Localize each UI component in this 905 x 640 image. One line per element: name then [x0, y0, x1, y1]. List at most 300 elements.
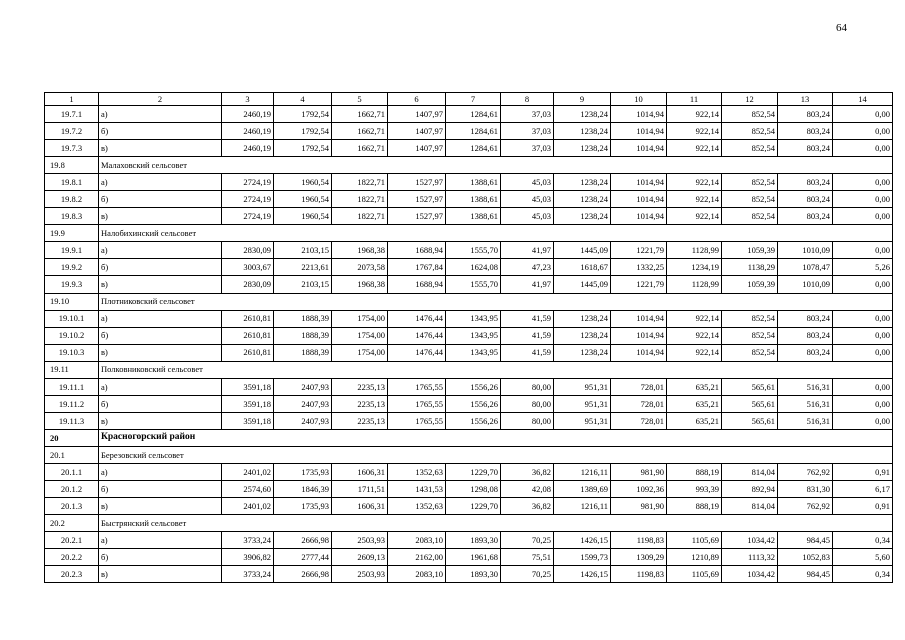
- row-code: 20.1.1: [45, 463, 99, 480]
- table-cell: 75,51: [501, 549, 554, 566]
- table-cell: 1078,47: [778, 259, 833, 276]
- table-cell: 1556,26: [446, 395, 501, 412]
- table-cell: 516,31: [778, 412, 833, 429]
- table-cell: 80,00: [501, 395, 554, 412]
- table-cell: 2235,13: [332, 412, 388, 429]
- section-row: [45, 361, 893, 378]
- table-cell: 565,61: [722, 412, 778, 429]
- row-code: 19.9.1: [45, 242, 99, 259]
- table-cell: 1210,89: [667, 549, 722, 566]
- table-cell: 981,90: [611, 463, 667, 480]
- page-number: 64: [836, 22, 847, 34]
- table-cell: 3591,18: [222, 412, 274, 429]
- column-header: 4: [274, 93, 332, 106]
- table-cell: 1407,97: [388, 140, 446, 157]
- table-cell: 47,23: [501, 259, 554, 276]
- column-header: 11: [667, 93, 722, 106]
- table-cell: 814,04: [722, 498, 778, 515]
- row-code: 19.7.2: [45, 123, 99, 140]
- table-cell: 803,24: [778, 123, 833, 140]
- table-cell: 1014,94: [611, 140, 667, 157]
- table-cell: 5,26: [833, 259, 893, 276]
- row-code: 19.11.3: [45, 412, 99, 429]
- table-cell: 1352,63: [388, 498, 446, 515]
- table-cell: 1767,84: [388, 259, 446, 276]
- table-cell: 1238,24: [554, 140, 611, 157]
- table-cell: 1618,67: [554, 259, 611, 276]
- table-cell: 728,01: [611, 378, 667, 395]
- table-row: [45, 208, 893, 225]
- table-cell: 80,00: [501, 378, 554, 395]
- table-cell: 1735,93: [274, 498, 332, 515]
- section-name: Полковниковский сельсовет: [99, 361, 893, 378]
- table-cell: 1431,53: [388, 481, 446, 498]
- table-cell: 1216,11: [554, 463, 611, 480]
- table-cell: 1765,55: [388, 412, 446, 429]
- table-cell: 2401,02: [222, 463, 274, 480]
- table-cell: 1599,73: [554, 549, 611, 566]
- table-cell: 1284,61: [446, 140, 501, 157]
- table-cell: 1754,00: [332, 344, 388, 361]
- table-cell: 2724,19: [222, 174, 274, 191]
- table-cell: 1388,61: [446, 191, 501, 208]
- row-code: 19.10.3: [45, 344, 99, 361]
- table-cell: 1034,42: [722, 566, 778, 583]
- table-cell: 922,14: [667, 344, 722, 361]
- table-cell: 1407,97: [388, 123, 446, 140]
- district-row: [45, 429, 893, 446]
- row-code: 20.1.3: [45, 498, 99, 515]
- section-code: 19.9: [45, 225, 99, 242]
- table-cell: 0,00: [833, 378, 893, 395]
- table-cell: 831,30: [778, 481, 833, 498]
- row-subtype: б): [99, 481, 222, 498]
- table-cell: 984,45: [778, 532, 833, 549]
- table-cell: 3591,18: [222, 378, 274, 395]
- table-cell: 2574,60: [222, 481, 274, 498]
- table-cell: 852,54: [722, 327, 778, 344]
- table-cell: 2777,44: [274, 549, 332, 566]
- table-cell: 728,01: [611, 412, 667, 429]
- table-cell: 1476,44: [388, 344, 446, 361]
- table-cell: 5,60: [833, 549, 893, 566]
- row-subtype: б): [99, 395, 222, 412]
- table-cell: 803,24: [778, 191, 833, 208]
- table-cell: 2103,15: [274, 242, 332, 259]
- table-cell: 516,31: [778, 395, 833, 412]
- table-cell: 3733,24: [222, 566, 274, 583]
- table-cell: 1688,94: [388, 276, 446, 293]
- table-cell: 922,14: [667, 327, 722, 344]
- table-cell: 2401,02: [222, 498, 274, 515]
- table-cell: 888,19: [667, 463, 722, 480]
- table-cell: 36,82: [501, 463, 554, 480]
- row-subtype: б): [99, 327, 222, 344]
- table-cell: 762,92: [778, 463, 833, 480]
- table-cell: 1555,70: [446, 276, 501, 293]
- table-cell: 1624,08: [446, 259, 501, 276]
- table-cell: 803,24: [778, 140, 833, 157]
- column-header: 2: [99, 93, 222, 106]
- table-cell: 1792,54: [274, 140, 332, 157]
- table-row: [45, 412, 893, 429]
- table-row: [45, 327, 893, 344]
- table-cell: 1092,36: [611, 481, 667, 498]
- row-subtype: в): [99, 412, 222, 429]
- table-row: [45, 140, 893, 157]
- row-code: 19.10.2: [45, 327, 99, 344]
- table-cell: 635,21: [667, 395, 722, 412]
- table-cell: 1960,54: [274, 208, 332, 225]
- table-cell: 852,54: [722, 344, 778, 361]
- section-code: 20: [45, 429, 99, 446]
- table-cell: 951,31: [554, 395, 611, 412]
- table-cell: 565,61: [722, 378, 778, 395]
- table-cell: 70,25: [501, 566, 554, 583]
- table-cell: 984,45: [778, 566, 833, 583]
- table-cell: 3733,24: [222, 532, 274, 549]
- table-cell: 1352,63: [388, 463, 446, 480]
- table-cell: 2724,19: [222, 191, 274, 208]
- table-cell: 2724,19: [222, 208, 274, 225]
- table-cell: 1229,70: [446, 498, 501, 515]
- table-cell: 1221,79: [611, 276, 667, 293]
- row-code: 19.8.2: [45, 191, 99, 208]
- section-row: [45, 446, 893, 463]
- table-cell: 3003,67: [222, 259, 274, 276]
- table-cell: 803,24: [778, 208, 833, 225]
- table-cell: 0,00: [833, 106, 893, 123]
- section-row: [45, 157, 893, 174]
- table-cell: 1014,94: [611, 310, 667, 327]
- table-cell: 852,54: [722, 106, 778, 123]
- section-code: 19.10: [45, 293, 99, 310]
- table-cell: 1388,61: [446, 174, 501, 191]
- table-cell: 1198,83: [611, 532, 667, 549]
- table-cell: 45,03: [501, 174, 554, 191]
- table-row: [45, 259, 893, 276]
- table-cell: 803,24: [778, 174, 833, 191]
- table-cell: 1105,69: [667, 566, 722, 583]
- table-cell: 1445,09: [554, 242, 611, 259]
- table-cell: 1138,29: [722, 259, 778, 276]
- column-header: 9: [554, 93, 611, 106]
- section-name: Малаховский сельсовет: [99, 157, 893, 174]
- row-subtype: а): [99, 532, 222, 549]
- table-cell: 2103,15: [274, 276, 332, 293]
- table-cell: 37,03: [501, 106, 554, 123]
- column-header: 1: [45, 93, 99, 106]
- table-cell: 1527,97: [388, 191, 446, 208]
- table-cell: 922,14: [667, 123, 722, 140]
- table-cell: 2830,09: [222, 242, 274, 259]
- row-code: 19.10.1: [45, 310, 99, 327]
- row-subtype: б): [99, 549, 222, 566]
- section-name: Красногорский район: [99, 429, 893, 446]
- table-cell: 1238,24: [554, 208, 611, 225]
- table-cell: 922,14: [667, 140, 722, 157]
- table-cell: 2830,09: [222, 276, 274, 293]
- table-cell: 2610,81: [222, 327, 274, 344]
- row-subtype: а): [99, 310, 222, 327]
- table-cell: 1893,30: [446, 532, 501, 549]
- table-row: [45, 566, 893, 583]
- table-cell: 1893,30: [446, 566, 501, 583]
- row-code: 19.7.1: [45, 106, 99, 123]
- table-row: [45, 276, 893, 293]
- table-cell: 1014,94: [611, 123, 667, 140]
- table-cell: 516,31: [778, 378, 833, 395]
- table-cell: 1238,24: [554, 310, 611, 327]
- table-cell: 1389,69: [554, 481, 611, 498]
- table-cell: 2609,13: [332, 549, 388, 566]
- table-cell: 852,54: [722, 174, 778, 191]
- table-row: [45, 191, 893, 208]
- table-cell: 852,54: [722, 310, 778, 327]
- column-header: 7: [446, 93, 501, 106]
- table-cell: 1662,71: [332, 106, 388, 123]
- column-header: 3: [222, 93, 274, 106]
- table-cell: 1014,94: [611, 106, 667, 123]
- table-cell: 922,14: [667, 106, 722, 123]
- row-code: 20.2.1: [45, 532, 99, 549]
- table-cell: 1888,39: [274, 344, 332, 361]
- table-row: [45, 174, 893, 191]
- table-cell: 1034,42: [722, 532, 778, 549]
- table-cell: 1846,39: [274, 481, 332, 498]
- table-cell: 1606,31: [332, 463, 388, 480]
- table-cell: 2083,10: [388, 532, 446, 549]
- table-cell: 1014,94: [611, 191, 667, 208]
- table-cell: 922,14: [667, 191, 722, 208]
- row-code: 19.11.2: [45, 395, 99, 412]
- table-cell: 1888,39: [274, 310, 332, 327]
- table-cell: 0,00: [833, 412, 893, 429]
- table-cell: 41,59: [501, 310, 554, 327]
- table-cell: 1426,15: [554, 532, 611, 549]
- table-cell: 1010,09: [778, 276, 833, 293]
- table-cell: 0,00: [833, 174, 893, 191]
- table-cell: 36,82: [501, 498, 554, 515]
- table-cell: 1059,39: [722, 242, 778, 259]
- table-cell: 0,00: [833, 310, 893, 327]
- table-cell: 852,54: [722, 191, 778, 208]
- table-cell: 1343,95: [446, 310, 501, 327]
- table-cell: 1968,38: [332, 242, 388, 259]
- table-cell: 41,97: [501, 276, 554, 293]
- row-subtype: а): [99, 106, 222, 123]
- table-row: [45, 378, 893, 395]
- table-cell: 635,21: [667, 412, 722, 429]
- table-cell: 814,04: [722, 463, 778, 480]
- table-cell: 803,24: [778, 106, 833, 123]
- row-code: 19.9.2: [45, 259, 99, 276]
- table-cell: 951,31: [554, 378, 611, 395]
- table-row: [45, 344, 893, 361]
- table-cell: 892,94: [722, 481, 778, 498]
- table-cell: 1059,39: [722, 276, 778, 293]
- table-cell: 2503,93: [332, 566, 388, 583]
- row-subtype: а): [99, 174, 222, 191]
- row-code: 20.1.2: [45, 481, 99, 498]
- column-header: 12: [722, 93, 778, 106]
- row-code: 20.2.3: [45, 566, 99, 583]
- table-cell: 2460,19: [222, 106, 274, 123]
- table-cell: 0,00: [833, 395, 893, 412]
- section-code: 19.11: [45, 361, 99, 378]
- table-cell: 1343,95: [446, 327, 501, 344]
- table-cell: 37,03: [501, 123, 554, 140]
- table-cell: 2610,81: [222, 344, 274, 361]
- table-cell: 2073,58: [332, 259, 388, 276]
- table-cell: 2503,93: [332, 532, 388, 549]
- table-cell: 1754,00: [332, 310, 388, 327]
- table-cell: 2235,13: [332, 395, 388, 412]
- row-subtype: в): [99, 276, 222, 293]
- table-cell: 803,24: [778, 327, 833, 344]
- table-cell: 1105,69: [667, 532, 722, 549]
- table-cell: 45,03: [501, 191, 554, 208]
- row-code: 19.8.3: [45, 208, 99, 225]
- table-cell: 1309,29: [611, 549, 667, 566]
- table-cell: 2460,19: [222, 123, 274, 140]
- row-subtype: в): [99, 140, 222, 157]
- table-cell: 1445,09: [554, 276, 611, 293]
- table-cell: 728,01: [611, 395, 667, 412]
- table-cell: 852,54: [722, 140, 778, 157]
- table-cell: 0,00: [833, 191, 893, 208]
- table-cell: 42,08: [501, 481, 554, 498]
- table-cell: 1555,70: [446, 242, 501, 259]
- section-name: Налобихинский сельсовет: [99, 225, 893, 242]
- table-cell: 1238,24: [554, 174, 611, 191]
- table-row: [45, 532, 893, 549]
- table-cell: 993,39: [667, 481, 722, 498]
- row-subtype: в): [99, 498, 222, 515]
- table-row: [45, 310, 893, 327]
- table-row: [45, 242, 893, 259]
- row-subtype: в): [99, 566, 222, 583]
- table-row: [45, 123, 893, 140]
- row-code: 19.9.3: [45, 276, 99, 293]
- table-cell: 1014,94: [611, 208, 667, 225]
- table-cell: 1010,09: [778, 242, 833, 259]
- table-cell: 1662,71: [332, 140, 388, 157]
- table-row: [45, 106, 893, 123]
- table-cell: 0,91: [833, 498, 893, 515]
- table-cell: 1606,31: [332, 498, 388, 515]
- table-cell: 1822,71: [332, 208, 388, 225]
- table-cell: 1238,24: [554, 191, 611, 208]
- row-subtype: в): [99, 208, 222, 225]
- table-cell: 37,03: [501, 140, 554, 157]
- section-name: Плотниковский сельсовет: [99, 293, 893, 310]
- table-cell: 0,00: [833, 276, 893, 293]
- table-cell: 1888,39: [274, 327, 332, 344]
- table-cell: 3591,18: [222, 395, 274, 412]
- table-cell: 2407,93: [274, 378, 332, 395]
- table-cell: 6,17: [833, 481, 893, 498]
- table-row: [45, 549, 893, 566]
- table-cell: 3906,82: [222, 549, 274, 566]
- table-cell: 981,90: [611, 498, 667, 515]
- header-row: [45, 93, 893, 106]
- column-header: 8: [501, 93, 554, 106]
- table-row: [45, 463, 893, 480]
- column-header: 5: [332, 93, 388, 106]
- column-header: 13: [778, 93, 833, 106]
- table-cell: 1052,83: [778, 549, 833, 566]
- table-cell: 1476,44: [388, 310, 446, 327]
- table-cell: 1284,61: [446, 106, 501, 123]
- table-cell: 2162,00: [388, 549, 446, 566]
- table-cell: 922,14: [667, 208, 722, 225]
- table-cell: 922,14: [667, 174, 722, 191]
- table-cell: 2666,98: [274, 566, 332, 583]
- table-cell: 1284,61: [446, 123, 501, 140]
- table-cell: 1765,55: [388, 378, 446, 395]
- table-cell: 0,00: [833, 140, 893, 157]
- row-code: 19.8.1: [45, 174, 99, 191]
- table-cell: 1298,08: [446, 481, 501, 498]
- table-cell: 1792,54: [274, 106, 332, 123]
- column-header: 6: [388, 93, 446, 106]
- table-cell: 2407,93: [274, 412, 332, 429]
- table-cell: 1238,24: [554, 123, 611, 140]
- table-cell: 2213,61: [274, 259, 332, 276]
- table-cell: 45,03: [501, 208, 554, 225]
- table-cell: 1216,11: [554, 498, 611, 515]
- section-name: Березовский сельсовет: [99, 446, 893, 463]
- table-cell: 888,19: [667, 498, 722, 515]
- table-cell: 1711,51: [332, 481, 388, 498]
- row-code: 19.11.1: [45, 378, 99, 395]
- table-cell: 762,92: [778, 498, 833, 515]
- table-cell: 0,91: [833, 463, 893, 480]
- table-cell: 1968,38: [332, 276, 388, 293]
- table-cell: 0,34: [833, 532, 893, 549]
- table-cell: 80,00: [501, 412, 554, 429]
- table-cell: 1221,79: [611, 242, 667, 259]
- section-name: Быстрянский сельсовет: [99, 515, 893, 532]
- row-code: 20.2.2: [45, 549, 99, 566]
- section-code: 20.2: [45, 515, 99, 532]
- table-cell: 1688,94: [388, 242, 446, 259]
- table-cell: 1527,97: [388, 174, 446, 191]
- table-cell: 2460,19: [222, 140, 274, 157]
- table-cell: 1014,94: [611, 327, 667, 344]
- table-cell: 1238,24: [554, 327, 611, 344]
- table-cell: 1822,71: [332, 191, 388, 208]
- section-row: [45, 515, 893, 532]
- section-code: 20.1: [45, 446, 99, 463]
- table-cell: 635,21: [667, 378, 722, 395]
- table-cell: 1754,00: [332, 327, 388, 344]
- row-subtype: б): [99, 123, 222, 140]
- table-cell: 852,54: [722, 123, 778, 140]
- table-cell: 803,24: [778, 344, 833, 361]
- table-cell: 1128,99: [667, 276, 722, 293]
- table-cell: 1229,70: [446, 463, 501, 480]
- table-cell: 1332,25: [611, 259, 667, 276]
- table-cell: 1014,94: [611, 344, 667, 361]
- row-subtype: б): [99, 191, 222, 208]
- table-cell: 852,54: [722, 208, 778, 225]
- table-cell: 2610,81: [222, 310, 274, 327]
- table-cell: 0,00: [833, 242, 893, 259]
- table-cell: 41,97: [501, 242, 554, 259]
- table-cell: 41,59: [501, 344, 554, 361]
